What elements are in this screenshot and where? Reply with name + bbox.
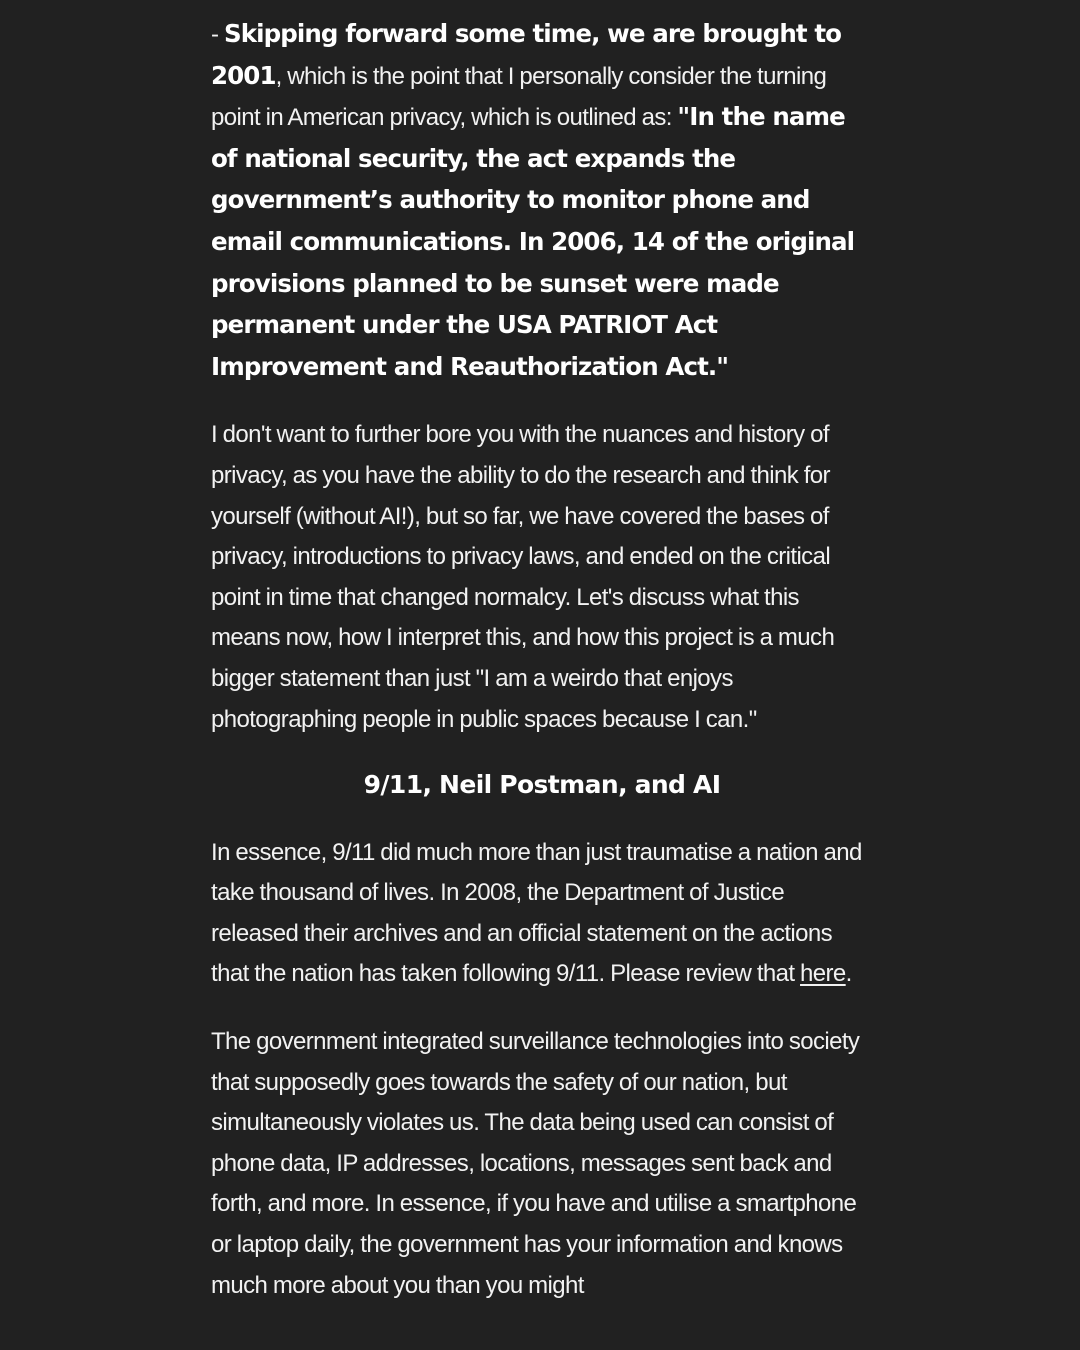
intro-lead-bold: Skipping forward some time, we are brought to 2001 — [211, 19, 842, 90]
paragraph-911 — [211, 833, 873, 995]
paragraph-privacy-history: I don't want to further bore you with the nuances and history of privacy, as you have the ability to do the research and think for yourself (without AI!), but so far, we have covered the bases of privacy, introductions to privacy laws, and ended on the critical point in time that changed normalcy. Let's discuss what this means now, how I interpret this, and how this project is a much bigger statement than just "I am a weirdo that enjoys photographing people in public spaces because I can." — [211, 421, 835, 733]
here-link[interactable]: here — [800, 960, 846, 988]
section-heading: 9/11, Neil Postman, and AI — [363, 770, 721, 800]
paragraph-911-end: . — [845, 960, 852, 988]
paragraph-911-text: In essence, 9/11 did much more than just traumatise a nation and take thousand of lives. In 2008, the Department of Justice released their archives and an official statement on the actions that the nation has taken following 9/11. Please review that — [211, 838, 862, 988]
intro-quote: "In the name of national security, the act expands the government’s authority to monitor phone and email communications. In 2006, 14 of the original provisions planned to be sunset were made permanent under the USA PATRIOT Act Improvement and Reauthorization Act." — [211, 102, 855, 381]
intro-paragraph — [211, 14, 873, 388]
intro-dash: - — [211, 21, 224, 48]
intro-lead-rest: , which is the point that I personally consider the turning point in American privacy, which is outlined as: — [211, 62, 827, 132]
paragraph-surveillance: The government integrated surveillance technologies into society that supposedly goes towards the safety of our nation, but simultaneously violates us. The data being used can consist of phone data, IP addresses, locations, messages sent back and forth, and more. In essence, if you have and utilise a smartphone or laptop daily, the government has your information and knows much more about you than you might — [211, 1028, 860, 1299]
article-body — [211, 14, 873, 1306]
